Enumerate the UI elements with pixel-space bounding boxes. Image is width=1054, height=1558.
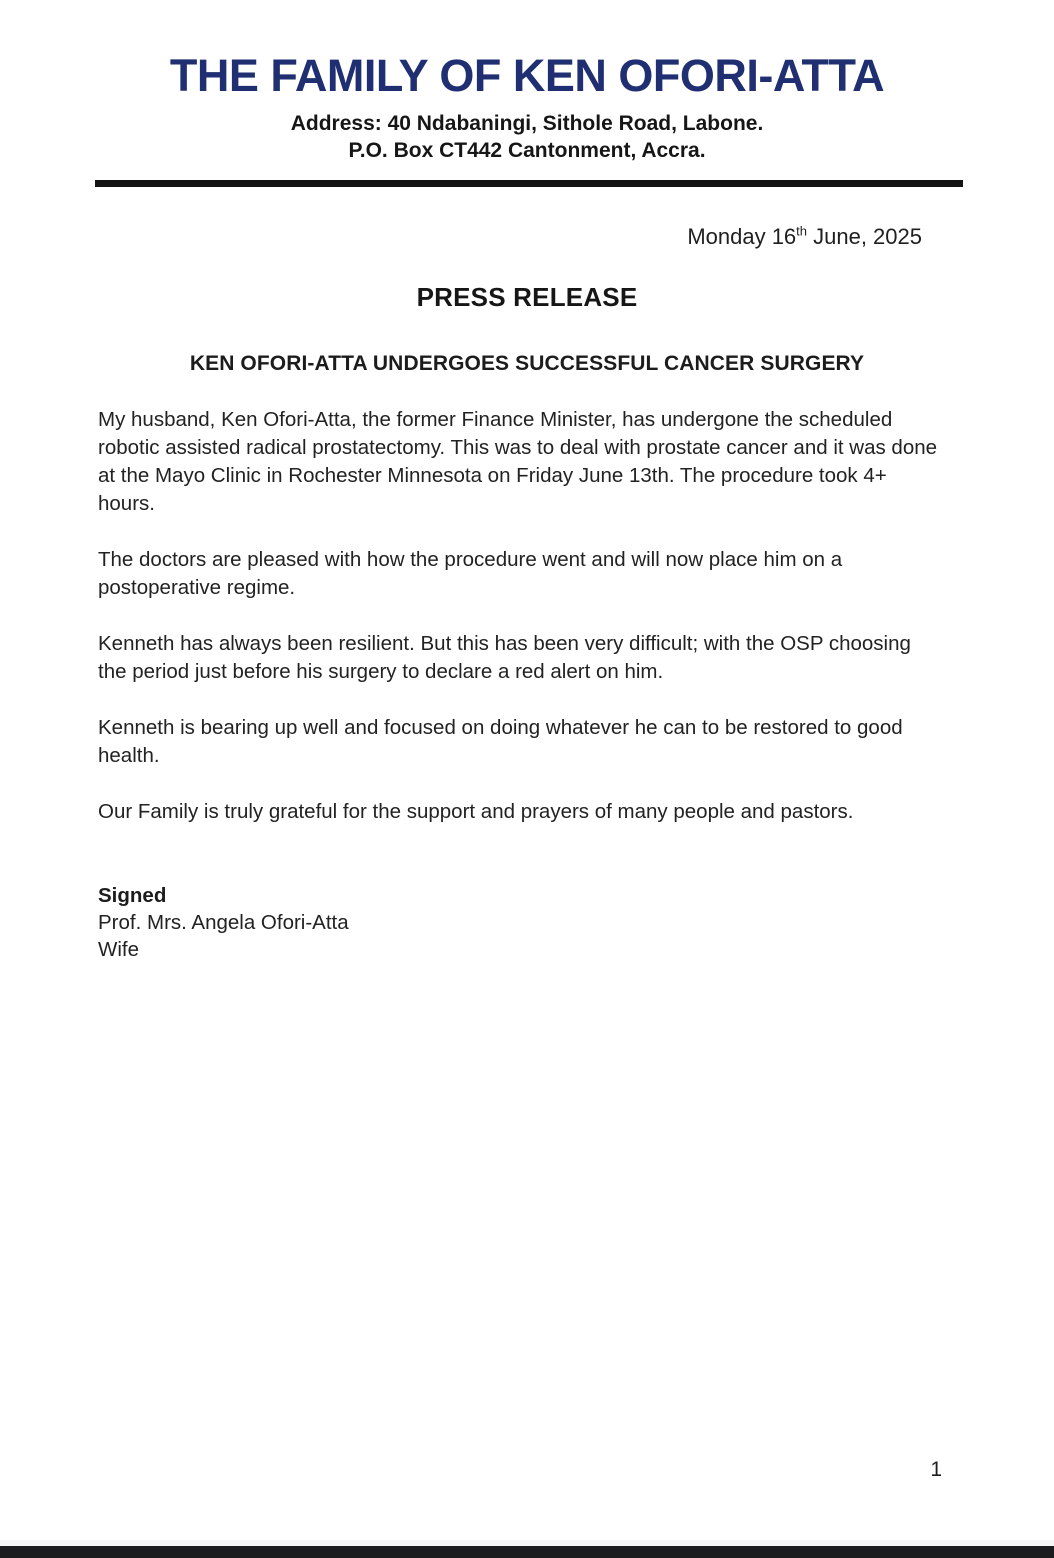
bottom-bar: [0, 1546, 1054, 1558]
letterhead: [0, 0, 1054, 187]
address-line-1: Address: 40 Ndabaningi, Sithole Road, Labone.: [290, 112, 764, 135]
signature-role: Wife: [98, 938, 139, 961]
signature-label: Signed: [98, 884, 167, 907]
signature-block: [98, 882, 942, 963]
paragraph-3: Kenneth has always been resilient. But this has been very difficult; with the OSP choosing the period just before his surgery to declare a red alert on him.: [98, 632, 911, 683]
page-number: 1: [930, 1458, 942, 1481]
release-body: [98, 406, 942, 826]
press-release-title: PRESS RELEASE: [416, 282, 638, 312]
paragraph-1: My husband, Ken Ofori-Atta, the former Finance Minister, has undergone the scheduled robotic assisted radical prostatectomy. This was to deal with prostate cancer and it was done at the Mayo Clinic in Rochester Minnesota on Friday June 13th. The procedure took 4+ hours.: [98, 408, 938, 515]
letterhead-divider-rule: [95, 180, 963, 187]
letterhead-title: THE FAMILY OF KEN OFORI-ATTA: [169, 50, 885, 101]
release-headline: KEN OFORI-ATTA UNDERGOES SUCCESSFUL CANCER SURGERY: [189, 352, 865, 375]
paragraph-5: Our Family is truly grateful for the support and prayers of many people and pastors.: [98, 800, 854, 823]
signature-name: Prof. Mrs. Angela Ofori-Atta: [98, 911, 349, 934]
date-day-part: Monday 16: [687, 224, 797, 249]
date-ordinal-suffix: th: [796, 223, 808, 239]
paragraph-2: The doctors are pleased with how the procedure went and will now place him on a postoperative regime.: [98, 548, 843, 599]
date-rest: June, 2025: [807, 224, 922, 249]
address-line-2: P.O. Box CT442 Cantonment, Accra.: [348, 139, 706, 162]
paragraph-4: Kenneth is bearing up well and focused on doing whatever he can to be restored to good health.: [98, 716, 903, 767]
letterhead-address: [0, 110, 1054, 164]
date-line: [0, 224, 922, 250]
